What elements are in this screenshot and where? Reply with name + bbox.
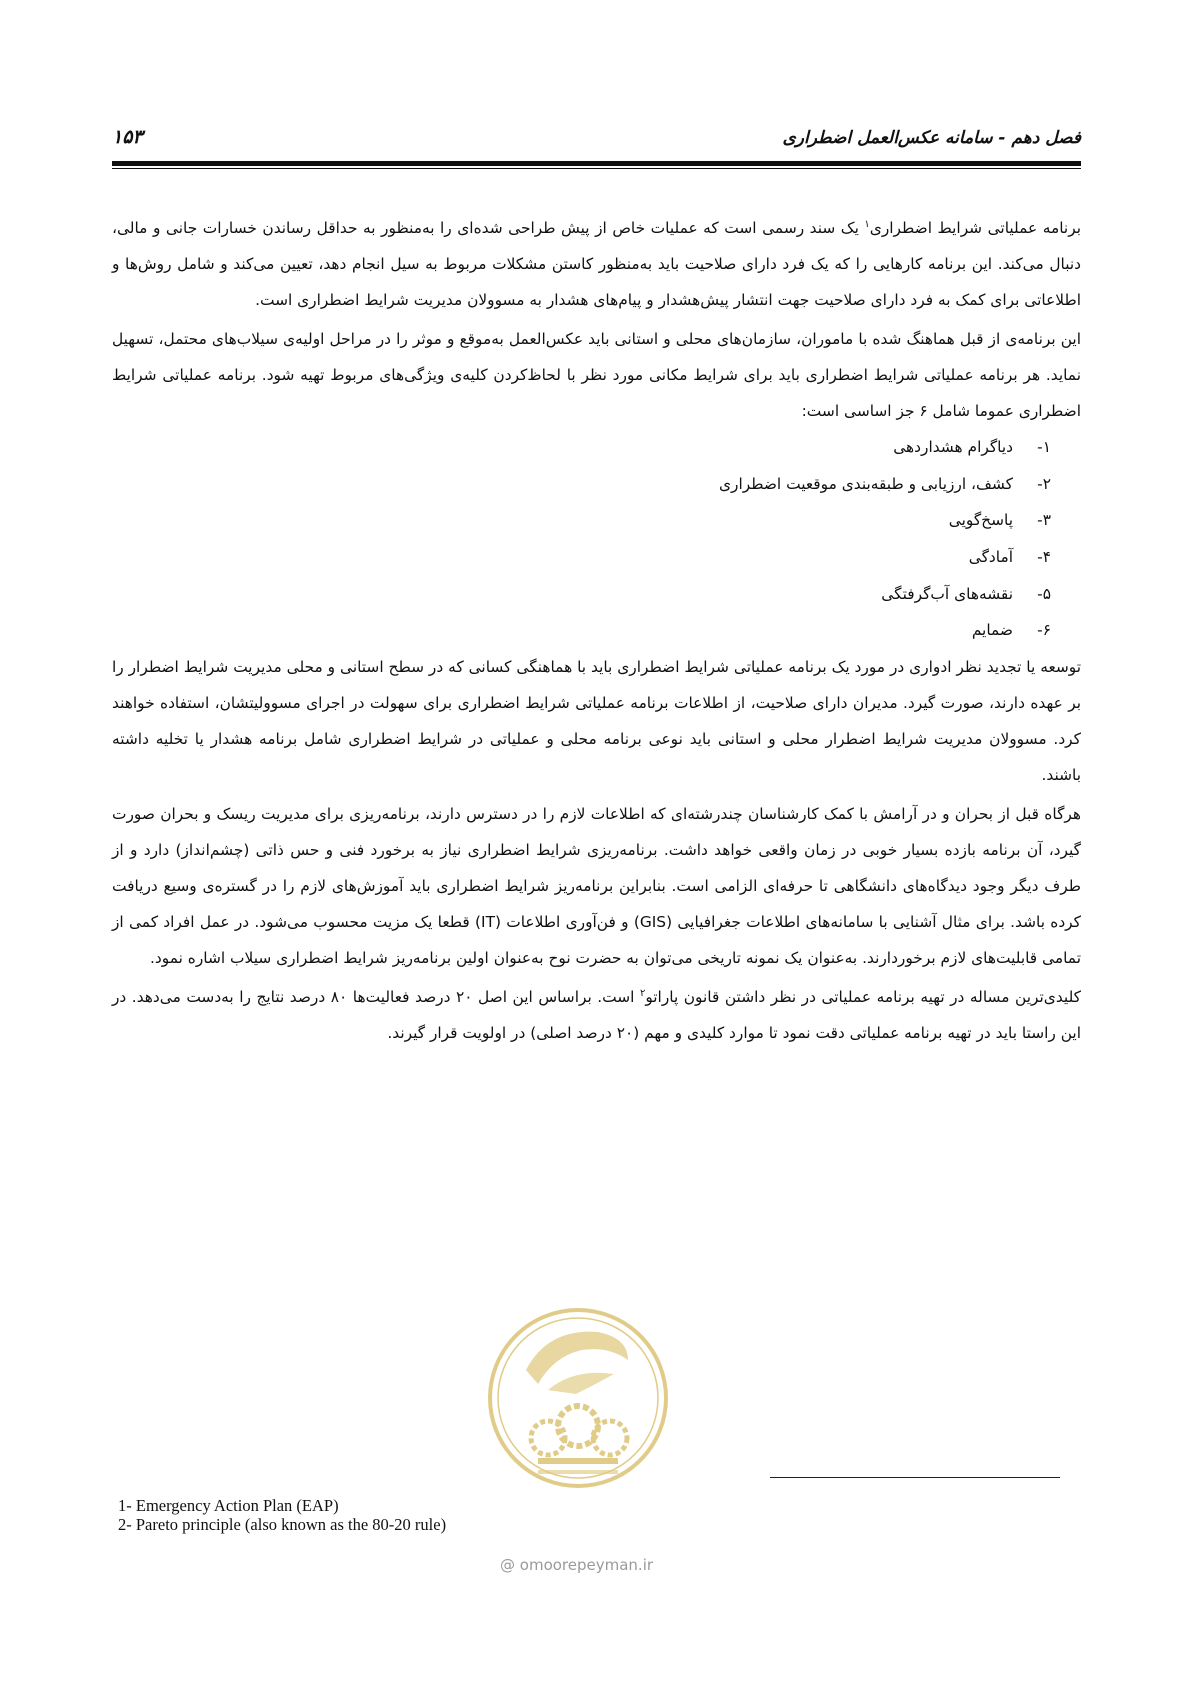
list-item-number: ۴- <box>1037 548 1051 566</box>
components-list <box>112 429 1081 649</box>
list-item <box>112 612 1051 649</box>
list-item <box>112 502 1051 539</box>
list-item-number: ۲- <box>1037 474 1051 493</box>
list-item-text: دیاگرام هشداردهی <box>893 438 1013 457</box>
body-text <box>112 210 1081 1051</box>
paragraph-5-start: کلیدی‌ترین مساله در تهیه برنامه عملیاتی در نظر داشتن قانون پاراتو <box>645 987 1081 1006</box>
header-rule-thick <box>112 161 1081 166</box>
chapter-title: فصل دهم - سامانه عکس‌العمل اضطراری <box>782 128 1081 148</box>
footnote-1: 1- Emergency Action Plan (EAP) <box>118 1496 339 1515</box>
footnote-rule <box>770 1477 1060 1478</box>
paragraph-1-rest: یک سند رسمی است که عملیات خاص از پیش طراحی شده‌ای را به‌منظور به حداقل رساندن خسارات جانی و مالی، دنبال می‌کند. این برنامه کارهایی را که یک فرد دارای صلاحیت باید به‌منظور کاستن مشکلات مربوط به سیل انجام دهد، تعیین می‌کند و شامل روش‌ها و اطلاعاتی برای کمک به فرد دارای صلاحیت جهت انتشار پیش‌هشدار و پیام‌های هشدار به مسوولان مدیریت شرایط اضطراری است. <box>112 219 1081 310</box>
paragraph-5 <box>112 979 1081 1051</box>
list-item <box>112 576 1051 613</box>
list-item <box>112 429 1051 466</box>
list-item <box>112 466 1051 503</box>
paragraph-3: توسعه یا تجدید نظر ادواری در مورد یک برنامه عملیاتی شرایط اضطراری باید با هماهنگی کسانی که در سطح استانی و محلی مدیریت شرایط اضطرار را بر عهده دارند، صورت گیرد. مدیران دارای صلاحیت، از اطلاعات برنامه عملیاتی شرایط اضطراری برای سهولت در اجرای مسوولیتشان، استفاده خواهند کرد. مسوولان مدیریت شرایط اضطرار محلی و استانی باید نوعی برنامه محلی و عملیاتی در شرایط اضطراری شامل برنامه هشدار یا تخلیه داشته باشند. <box>112 657 1081 785</box>
watermark-logo <box>478 1298 678 1528</box>
footnote-marker-2: ۲ <box>639 987 646 999</box>
list-item-number: ۶- <box>1037 621 1051 640</box>
watermark-url: @ omoorepeyman.ir <box>500 1556 654 1574</box>
paragraph-1-start: برنامه عملیاتی شرایط اضطراری <box>869 219 1081 237</box>
list-item-number: ۵- <box>1037 584 1051 603</box>
paragraph-5-rest: است. براساس این اصل ۲۰ درصد فعالیت‌ها ۸۰ درصد نتایج را به‌دست می‌دهد. در این راستا باید در تهیه برنامه عملیاتی دقت نمود تا موارد کلیدی و مهم (۲۰ درصد اصلی) در اولویت قرار گیرند. <box>112 987 1081 1042</box>
list-item-text: پاسخ‌گویی <box>948 511 1013 530</box>
footnotes <box>118 1496 446 1534</box>
list-item <box>112 539 1051 576</box>
paragraph-4: هرگاه قبل از بحران و در آرامش با کمک کارشناسان چندرشته‌ای که اطلاعات لازم را در دسترس دارند، برنامه‌ریزی برای مدیریت ریسک و بحران صورت گیرد، آن برنامه بازده بسیار خوبی در زمان واقعی خواهد داشت. برنامه‌ریزی شرایط اضطراری نیاز به برخورد فنی و حس ذاتی (چشم‌انداز) دارد و از طرف دیگر وجود دیدگاه‌های دانشگاهی تا حرفه‌ای الزامی است. بنابراین برنامه‌ریز شرایط اضطراری باید آموزش‌های لازم را در گستره‌ی وسیع دریافت کرده باشد. برای مثال آشنایی با سامانه‌های اطلاعات جغرافیایی (GIS) و فن‌آوری اطلاعات (IT) قطعا یک مزیت محسوب می‌شود. در عمل افراد کمی از تمامی قابلیت‌های لازم برخوردارند. به‌عنوان یک نمونه تاریخی می‌توان به حضرت نوح به‌عنوان اولین برنامه‌ریز شرایط اضطراری سیلاب اشاره نمود. <box>112 804 1082 968</box>
list-item-number: ۱- <box>1037 438 1051 457</box>
paragraph-2: این برنامه‌ی از قبل هماهنگ شده با ماموران، سازمان‌های محلی و استانی باید عکس‌العمل به‌موقع و موثر را در مراحل اولیه‌ی سیلاب‌های محتمل، تسهیل نماید. هر برنامه عملیاتی شرایط اضطراری باید برای شرایط مکانی مورد نظر با لحاظ‌کردن کلیه‌ی ویژگی‌های مربوط تهیه شود. برنامه عملیاتی شرایط اضطراری عموما شامل ۶ جز اساسی است: <box>112 329 1081 421</box>
watermark-url-text: omoorepeyman.ir <box>519 1556 654 1574</box>
list-item-text: ضمایم <box>971 621 1013 640</box>
page-number: ۱۵۳ <box>112 126 143 148</box>
footnote-2: 2- Pareto principle (also known as the 80-20 rule) <box>118 1515 447 1534</box>
footnote-marker-1: ۱ <box>864 218 870 230</box>
list-item-number: ۳- <box>1037 511 1051 530</box>
list-item-text: نقشه‌های آب‌گرفتگی <box>881 584 1013 603</box>
header-rule-thin <box>112 168 1081 169</box>
page-header <box>112 124 1081 164</box>
paragraph-1 <box>112 210 1081 319</box>
list-item-text: آمادگی <box>968 548 1013 566</box>
list-item-text: کشف، ارزیابی و طبقه‌بندی موقعیت اضطراری <box>718 474 1013 493</box>
